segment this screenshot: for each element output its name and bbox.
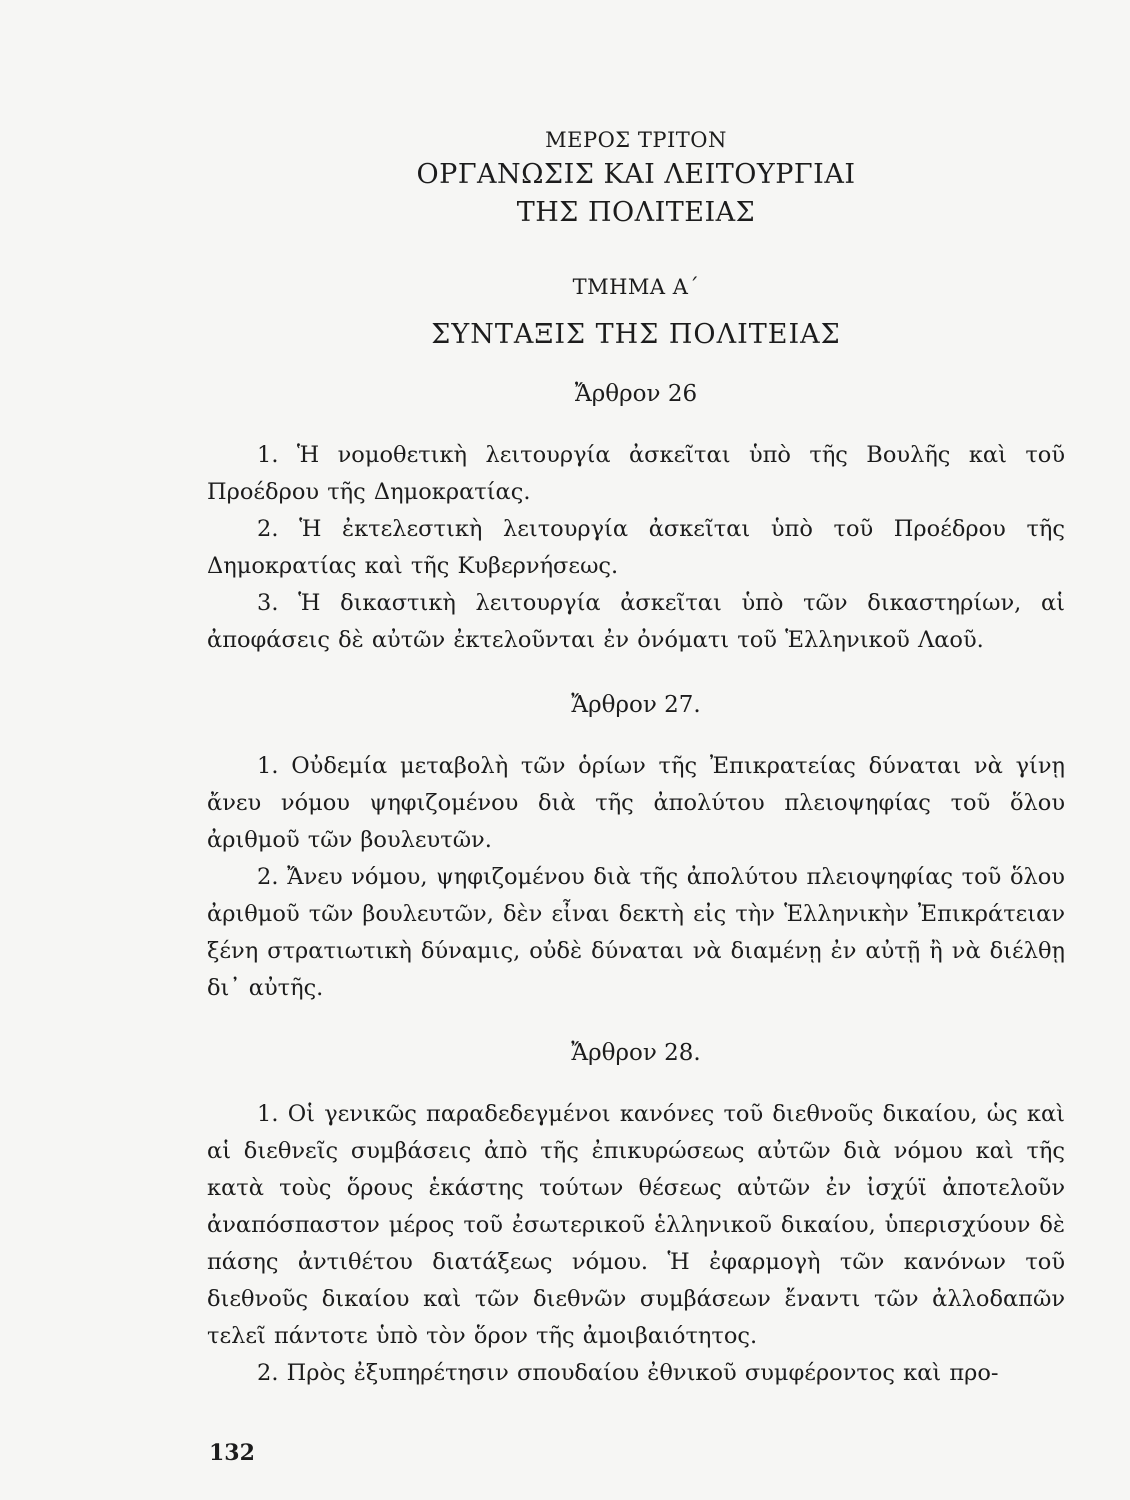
article-28-paragraph-2: 2. Πρὸς ἐξυπηρέτησιν σπουδαίου ἐθνικοῦ συμφέροντος καὶ προ-: [257, 1360, 999, 1386]
section-title: ΣΥΝΤΑΞΙΣ ΤΗΣ ΠΟΛΙΤΕΙΑΣ: [431, 319, 841, 350]
article-27-paragraph-2: 2. Ἄνευ νόμου, ψηφιζομένου διὰ τῆς ἀπολύτου πλειοψηφίας τοῦ ὅλου ἀριθμοῦ τῶν βουλευτῶν, δὲν εἶναι δεκτὴ εἰς τὴν Ἑλληνικὴν Ἐπικράτειαν ξένη στρατιωτικὴ δύναμις, οὐδὲ δύναται νὰ διαμένῃ ἐν αὐτῇ ἢ νὰ διέλθῃ δι᾽ αὐτῆς.: [207, 864, 1065, 1001]
section-label: ΤΜΗΜΑ Α΄: [572, 275, 700, 299]
page-content: [207, 120, 1065, 1392]
article-28-heading: Ἄρθρον 28.: [571, 1040, 701, 1066]
part-label: ΜΕΡΟΣ ΤΡΙΤΟΝ: [545, 128, 727, 152]
article-27-heading: Ἄρθρον 27.: [571, 692, 701, 718]
article-26-paragraph-1: 1. Ἡ νομοθετικὴ λειτουργία ἀσκεῖται ὑπὸ τῆς Βουλῆς καὶ τοῦ Προέδρου τῆς Δημοκρατίας.: [207, 442, 1065, 505]
part-title-line-1: ΟΡΓΑΝΩΣΙΣ ΚΑΙ ΛΕΙΤΟΥΡΓΙΑΙ: [416, 159, 856, 190]
article-27-paragraph-1: 1. Οὐδεμία μεταβολὴ τῶν ὁρίων τῆς Ἐπικρατείας δύναται νὰ γίνῃ ἄνευ νόμου ψηφιζομένου διὰ τῆς ἀπολύτου πλειοψηφίας τοῦ ὅλου ἀριθμοῦ τῶν βουλευτῶν.: [207, 753, 1065, 853]
article-26-heading: Ἄρθρον 26: [574, 381, 698, 407]
article-26-paragraph-2: 2. Ἡ ἐκτελεστικὴ λειτουργία ἀσκεῖται ὑπὸ τοῦ Προέδρου τῆς Δημοκρατίας καὶ τῆς Κυβερνήσεως.: [207, 516, 1065, 579]
article-26-paragraph-3: 3. Ἡ δικαστικὴ λειτουργία ἀσκεῖται ὑπὸ τῶν δικαστηρίων, αἱ ἀποφάσεις δὲ αὐτῶν ἐκτελοῦνται ἐν ὀνόματι τοῦ Ἑλληνικοῦ Λαοῦ.: [207, 590, 1065, 653]
part-title-line-2: ΤΗΣ ΠΟΛΙΤΕΙΑΣ: [516, 197, 756, 228]
article-28-paragraph-1: 1. Οἱ γενικῶς παραδεδεγμένοι κανόνες τοῦ διεθνοῦς δικαίου, ὡς καὶ αἱ διεθνεῖς συμβάσεις ἀπὸ τῆς ἐπικυρώσεως αὐτῶν διὰ νόμου καὶ τῆς κατὰ τοὺς ὅρους ἑκάστης τούτων θέσεως αὐτῶν ἐν ἰσχύϊ ἀποτελοῦν ἀναπόσπαστον μέρος τοῦ ἐσωτερικοῦ ἑλληνικοῦ δικαίου, ὑπερισχύουν δὲ πάσης ἀντιθέτου διατάξεως νόμου. Ἡ ἐφαρμογὴ τῶν κανόνων τοῦ διεθνοῦς δικαίου καὶ τῶν διεθνῶν συμβάσεων ἔναντι τῶν ἀλλοδαπῶν τελεῖ πάντοτε ὑπὸ τὸν ὅρον τῆς ἀμοιβαιότητος.: [207, 1101, 1065, 1349]
page-number: 132: [209, 1440, 255, 1466]
